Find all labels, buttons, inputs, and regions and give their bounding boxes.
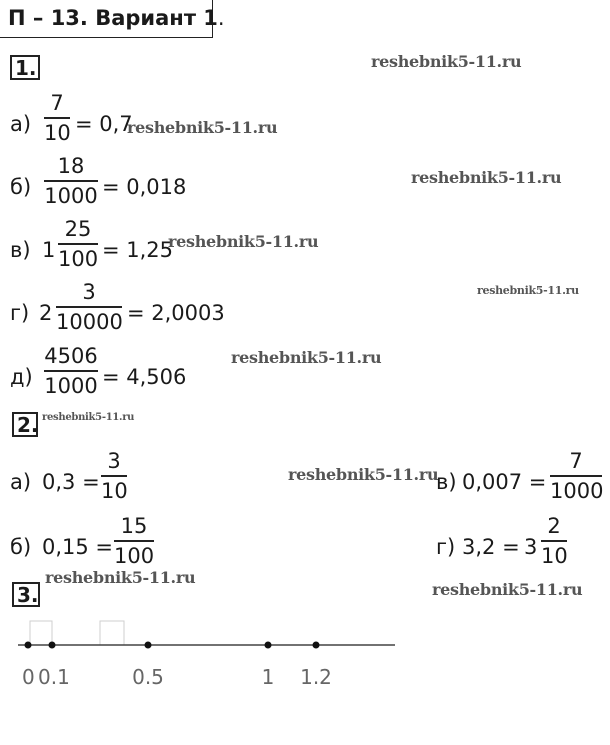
tick-label: 1: [261, 665, 275, 689]
watermark: reshebnik5-11.ru: [477, 284, 579, 297]
fraction: [541, 514, 567, 568]
numerator: 15: [120, 514, 148, 538]
whole-part: 1: [42, 238, 56, 262]
guide-rect: [30, 621, 52, 645]
whole-part: 2: [39, 301, 53, 325]
number-line: [0, 605, 410, 705]
number-line-point: [25, 642, 32, 649]
item-label: г): [10, 301, 30, 325]
page-title: [8, 6, 225, 30]
item-result: = 1,25: [102, 238, 174, 262]
number-line-point: [265, 642, 272, 649]
tick-label: 0: [22, 665, 35, 689]
item-label: б): [10, 175, 32, 199]
title-main: П – 13. Вариант 1: [8, 6, 218, 30]
numerator: 2: [547, 514, 561, 538]
watermark: reshebnik5-11.ru: [45, 568, 196, 587]
fraction: [44, 344, 98, 398]
item-result: = 0,018: [102, 175, 187, 199]
decimal-lhs: 0,007 =: [462, 470, 547, 494]
number-line-point: [49, 642, 56, 649]
tick-label: 1.2: [300, 665, 332, 689]
numerator: 4506: [44, 344, 98, 368]
denominator: 1000: [44, 184, 98, 208]
numerator: 7: [50, 91, 64, 115]
denominator: 10: [541, 544, 568, 568]
watermark: reshebnik5-11.ru: [371, 52, 522, 71]
decimal-lhs: 0,15 =: [42, 535, 114, 559]
task3-number: 3.: [12, 582, 40, 607]
watermark: reshebnik5-11.ru: [411, 168, 562, 187]
fraction: [550, 449, 602, 503]
decimal-lhs: 3,2 =: [462, 535, 520, 559]
decimal-lhs: 0,3 =: [42, 470, 100, 494]
guide-rect: [100, 621, 124, 645]
denominator: 10000: [56, 310, 123, 334]
fraction: [114, 514, 154, 568]
fraction: [44, 91, 70, 145]
number-line-point: [313, 642, 320, 649]
numerator: 3: [82, 280, 96, 304]
task2-number: 2.: [12, 412, 38, 437]
numerator: 3: [107, 449, 121, 473]
watermark: reshebnik5-11.ru: [42, 412, 135, 423]
numerator: 18: [57, 154, 85, 178]
denominator: 1000: [550, 479, 604, 503]
item-result: = 0,7: [75, 112, 133, 136]
fraction: [44, 154, 98, 208]
task1-number: 1.: [10, 55, 40, 80]
denominator: 10: [44, 121, 71, 145]
item-label: д): [10, 365, 33, 389]
item-label: а): [10, 470, 32, 494]
fraction: [101, 449, 127, 503]
number-line-point: [145, 642, 152, 649]
item-result: = 2,0003: [127, 301, 225, 325]
watermark: reshebnik5-11.ru: [231, 348, 382, 367]
denominator: 100: [58, 247, 99, 271]
tick-label: 0.5: [132, 665, 164, 689]
watermark: reshebnik5-11.ru: [127, 118, 278, 137]
watermark: reshebnik5-11.ru: [432, 580, 583, 599]
denominator: 1000: [44, 374, 98, 398]
title-dot: .: [217, 6, 225, 30]
item-label: а): [10, 112, 32, 136]
watermark: reshebnik5-11.ru: [168, 232, 319, 251]
item-result: = 4,506: [102, 365, 187, 389]
item-label: в): [10, 238, 31, 262]
item-label: в): [436, 470, 457, 494]
item-label: г): [436, 535, 456, 559]
fraction: [56, 280, 122, 334]
watermark: reshebnik5-11.ru: [288, 465, 439, 484]
denominator: 100: [114, 544, 155, 568]
item-label: б): [10, 535, 32, 559]
fraction: [58, 217, 98, 271]
numerator: 25: [64, 217, 92, 241]
denominator: 10: [101, 479, 128, 503]
whole-part: 3: [524, 535, 538, 559]
numerator: 7: [569, 449, 583, 473]
tick-label: 0.1: [38, 665, 70, 689]
